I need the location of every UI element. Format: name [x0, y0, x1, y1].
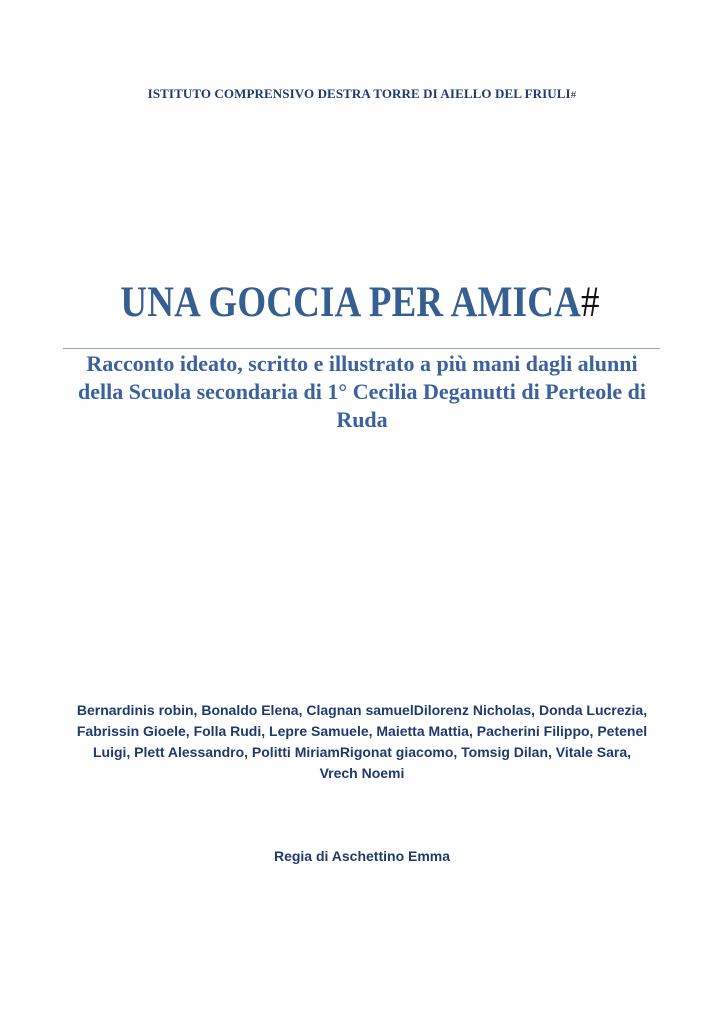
direction-credit: Regia di Aschettino Emma: [273, 848, 451, 864]
document-title: [102, 278, 618, 327]
title-divider: [63, 348, 660, 349]
institute-header: [0, 86, 724, 102]
institute-header-mark: #: [570, 89, 577, 101]
institute-name: ISTITUTO COMPRENSIVO DESTRA TORRE DI AIELLO DEL FRIULI: [147, 86, 571, 101]
document-subtitle: Racconto ideato, scritto e illustrato a più mani dagli alunni della Scuola secondaria di 1° Cecilia Deganutti di Perteole di Ruda: [78, 351, 646, 432]
document-title-text: UNA GOCCIA PER AMICA: [120, 279, 581, 326]
document-title-mark: #: [580, 279, 600, 326]
authors-list: Bernardinis robin, Bonaldo Elena, Clagnan samuelDilorenz Nicholas, Donda Lucrezia, Fabrissin Gioele, Folla Rudi, Lepre Samuele, Maietta Mattia, Pacherini Filippo, Petenel Luigi, Plett Alessandro, Politti MiriamRigonat giacomo, Tomsig Dilan, Vitale Sara, Vrech Noemi: [76, 702, 648, 781]
